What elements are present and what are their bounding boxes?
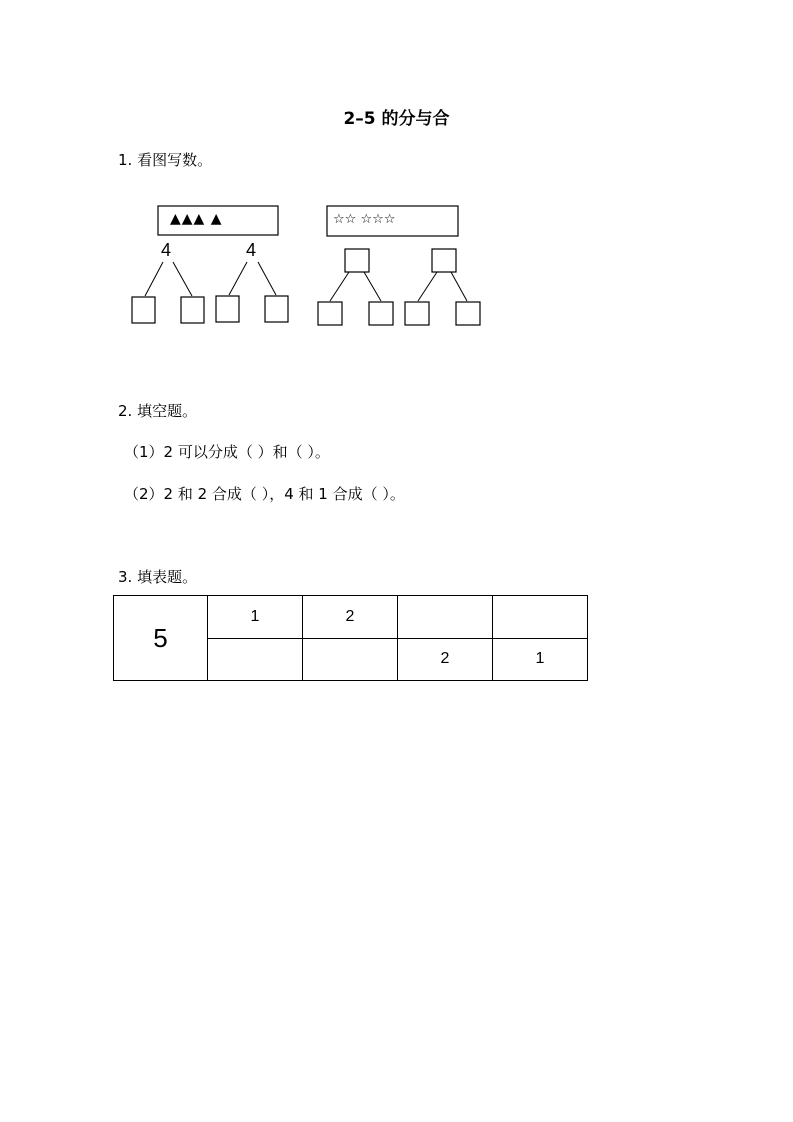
tree-top-number: 4	[161, 240, 172, 260]
table-cell[interactable]: 2	[398, 638, 493, 681]
table-cell[interactable]: 2	[303, 596, 398, 639]
table-cell[interactable]	[493, 596, 588, 639]
decomposition-diagrams	[0, 0, 793, 400]
answer-box	[216, 296, 239, 322]
answer-box	[265, 296, 288, 322]
table-cell[interactable]	[303, 638, 398, 681]
star-symbols: ☆☆ ☆☆☆	[333, 212, 396, 227]
fill-blank-line-1: （1）2 可以分成（ ）和（ ）。	[124, 443, 330, 461]
answer-box	[369, 302, 393, 325]
table-cell[interactable]: 1	[493, 638, 588, 681]
answer-box	[345, 249, 369, 272]
answer-box	[432, 249, 456, 272]
question-1-heading: 1. 看图写数。	[118, 151, 213, 169]
answer-box	[132, 297, 155, 323]
tree-top-number: 4	[246, 240, 257, 260]
whole-number-cell: 5	[114, 596, 208, 681]
number-split-table	[113, 595, 588, 681]
triangle-symbols: ▲▲▲ ▲	[170, 211, 223, 227]
fill-blank-line-2: （2）2 和 2 合成（ ），4 和 1 合成（ ）。	[124, 485, 405, 503]
table-cell[interactable]	[208, 638, 303, 681]
question-3-heading: 3. 填表题。	[118, 568, 198, 586]
page-title: 2–5 的分与合	[343, 109, 450, 129]
table-cell[interactable]: 1	[208, 596, 303, 639]
answer-box	[318, 302, 342, 325]
answer-box	[456, 302, 480, 325]
answer-box	[181, 297, 204, 323]
answer-box	[405, 302, 429, 325]
question-2-heading: 2. 填空题。	[118, 402, 198, 420]
table-cell[interactable]	[398, 596, 493, 639]
